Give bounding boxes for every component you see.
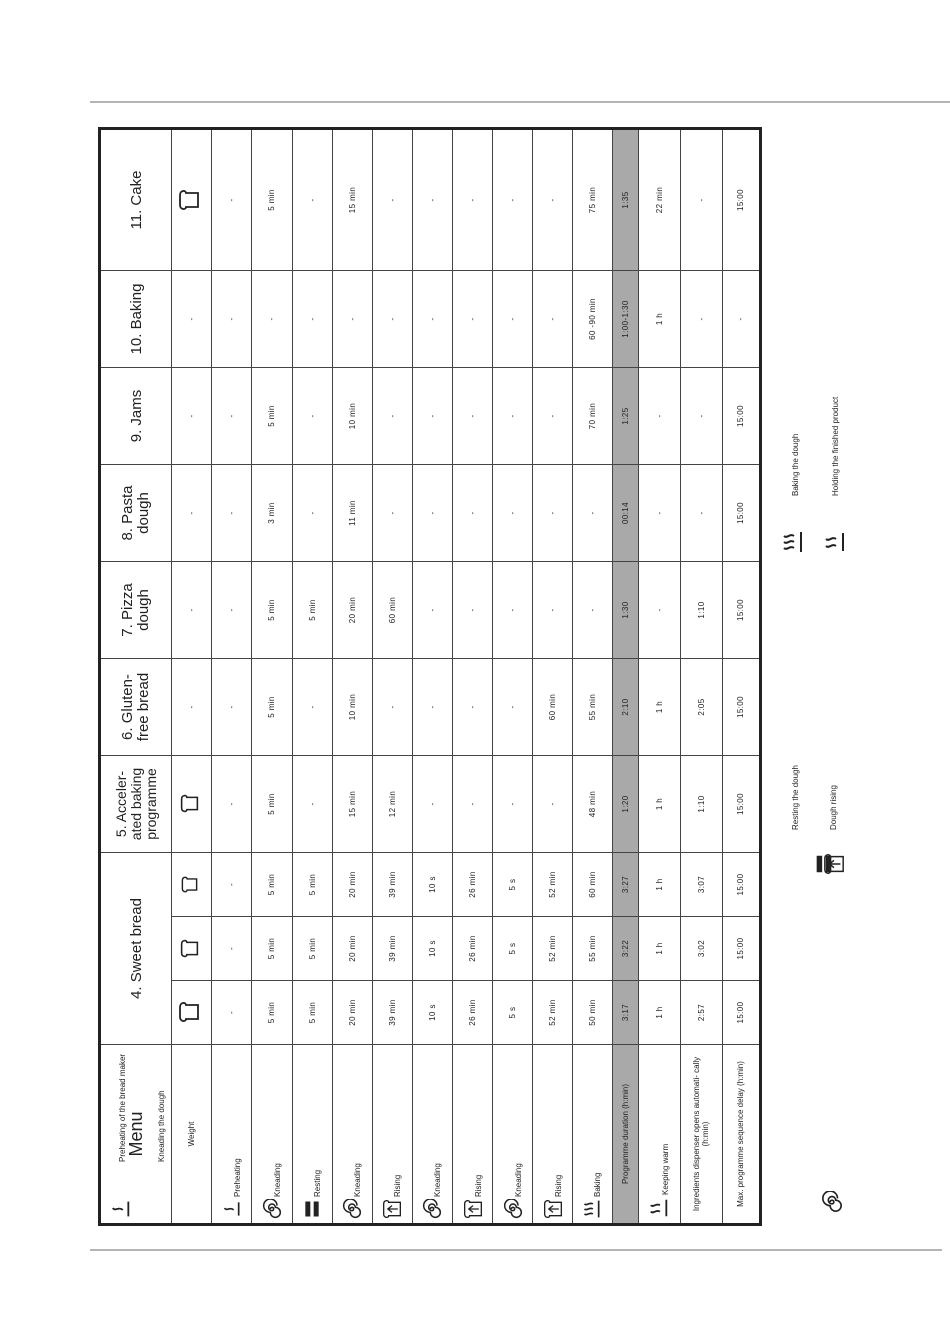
table-cell: 22 min [638, 129, 680, 271]
table-cell: 39 min [372, 981, 412, 1045]
table-cell: 10 min [332, 659, 372, 756]
table-cell: 1 h [638, 981, 680, 1045]
table-cell: - [680, 465, 722, 562]
table-cell: 15:00 [722, 756, 760, 853]
table-cell: 26 min [452, 917, 492, 981]
table-cell: 1:10 [680, 562, 722, 659]
kneading-icon [262, 1199, 282, 1219]
row-label-text: Keeping warm [661, 1143, 671, 1195]
table-cell: 60 min [573, 853, 612, 917]
table-row [292, 129, 332, 1225]
row-label-text: Rising [473, 1174, 483, 1197]
table-cell: - [292, 129, 332, 271]
legend-preheat: Preheating of the bread maker [118, 1053, 127, 1162]
table-cell: 1 h [638, 271, 680, 368]
table-cell: - [172, 368, 212, 465]
table-cell: 60 min [533, 659, 573, 756]
table-cell: - [573, 562, 612, 659]
table-row [412, 129, 452, 1225]
table-cell: 5 min [292, 917, 332, 981]
programme-table [98, 127, 762, 1226]
table-cell: - [452, 562, 492, 659]
row-label [722, 1045, 760, 1225]
table-cell: 15 min [332, 129, 372, 271]
table-row [452, 129, 492, 1225]
table-row [212, 129, 252, 1225]
table-cell: - [212, 853, 252, 917]
header-baking: 10. Baking [100, 271, 172, 368]
table-cell: 1:35 [612, 129, 638, 271]
bottom-rule [90, 1249, 942, 1251]
table-cell: 5 min [252, 853, 292, 917]
table-cell: 55 min [573, 659, 612, 756]
header-pasta: 8. Pasta dough [100, 465, 172, 562]
table-cell: - [493, 562, 533, 659]
row-label-text: Kneading [272, 1163, 282, 1197]
keep-warm-icon [648, 1197, 670, 1219]
table-cell: - [573, 465, 612, 562]
table-cell: 75 min [573, 129, 612, 271]
table-row [493, 129, 533, 1225]
row-label [292, 1045, 332, 1225]
table-cell: - [533, 465, 573, 562]
table-cell: - [638, 465, 680, 562]
table-cell: - [412, 659, 452, 756]
table-cell: 11 min [332, 465, 372, 562]
table-cell: 15:00 [722, 368, 760, 465]
table-row [533, 129, 573, 1225]
table-cell: - [212, 562, 252, 659]
table-cell: - [212, 368, 252, 465]
table-cell: 1:25 [612, 368, 638, 465]
row-label [372, 1045, 412, 1225]
row-label [612, 1045, 638, 1225]
header-accelerated: 5. Acceler- ated baking programme [100, 756, 172, 853]
weight-label: Weight [172, 1045, 212, 1225]
table-cell: 50 min [573, 981, 612, 1045]
table-cell: 26 min [452, 981, 492, 1045]
table-cell: - [212, 129, 252, 271]
table-cell: 5 min [252, 368, 292, 465]
table-cell: 15:00 [722, 917, 760, 981]
table-cell: 12 min [372, 756, 412, 853]
kneading-icon [503, 1199, 523, 1219]
row-label [638, 1045, 680, 1225]
row-label [533, 1045, 573, 1225]
table-cell: 52 min [533, 981, 573, 1045]
table-cell: 2:05 [680, 659, 722, 756]
table-cell: 48 min [573, 756, 612, 853]
table-cell: 00:14 [612, 465, 638, 562]
table-cell: 5 min [252, 917, 292, 981]
baking-icon [781, 530, 805, 554]
row-label [252, 1045, 292, 1225]
legend-kneading: Kneading the dough [157, 1090, 166, 1162]
header-sweet-bread: 4. Sweet bread [100, 853, 172, 1045]
table-cell: 2:10 [612, 659, 638, 756]
row-label [212, 1045, 252, 1225]
table-cell: - [452, 659, 492, 756]
table-cell: 3:27 [612, 853, 638, 917]
table-cell: 15 min [332, 756, 372, 853]
header-jams: 9. Jams [100, 368, 172, 465]
row-label-text: Kneading [513, 1163, 523, 1197]
programme-table-rotated [98, 130, 762, 1226]
table-cell: 20 min [332, 981, 372, 1045]
table-row [722, 129, 760, 1225]
table-cell: 1:00-1:30 [612, 271, 638, 368]
table-cell: 3:17 [612, 981, 638, 1045]
table-cell: - [452, 465, 492, 562]
legend-baking: Baking the dough [791, 433, 800, 496]
table-cell: 2:57 [680, 981, 722, 1045]
table-row [372, 129, 412, 1225]
table-cell: - [680, 129, 722, 271]
header-gluten-free: 6. Gluten- free bread [100, 659, 172, 756]
table-cell: - [292, 271, 332, 368]
table-cell: - [680, 271, 722, 368]
table-cell: - [533, 271, 573, 368]
top-rule [90, 101, 950, 103]
table-row [638, 129, 680, 1225]
table-cell: - [292, 756, 332, 853]
table-cell: - [493, 368, 533, 465]
table-cell: 10 s [412, 917, 452, 981]
table-cell: - [533, 368, 573, 465]
loaf-medium-icon [172, 917, 212, 981]
legend-holding: Holding the finished product [831, 396, 840, 496]
row-label [573, 1045, 612, 1225]
table-cell: 20 min [332, 917, 372, 981]
table-cell: 60 min [372, 562, 412, 659]
table-cell: 5 min [252, 129, 292, 271]
row-label-text: Preheating [232, 1158, 242, 1197]
table-cell: - [212, 756, 252, 853]
table-cell: - [372, 129, 412, 271]
table-cell: 5 min [292, 981, 332, 1045]
keep-warm-icon [823, 530, 847, 554]
table-cell: 39 min [372, 853, 412, 917]
table-cell: - [412, 129, 452, 271]
table-cell: 5 min [292, 853, 332, 917]
rising-icon [543, 1199, 563, 1219]
table-row [252, 129, 292, 1225]
table-cell: 52 min [533, 917, 573, 981]
table-cell: - [412, 756, 452, 853]
table-cell: 52 min [533, 853, 573, 917]
table-cell: 5 min [252, 756, 292, 853]
table-cell: - [533, 562, 573, 659]
row-label-text: Resting [313, 1169, 323, 1197]
resting-icon [813, 853, 835, 875]
table-cell: - [412, 562, 452, 659]
kneading-icon [422, 1199, 442, 1219]
table-cell: 3:07 [680, 853, 722, 917]
table-cell: - [172, 271, 212, 368]
table-cell: - [493, 659, 533, 756]
preheat-icon [222, 1199, 242, 1219]
resting-icon [302, 1199, 322, 1219]
table-cell: - [212, 659, 252, 756]
table-cell: - [212, 465, 252, 562]
table-cell: - [172, 562, 212, 659]
row-label-text: Rising [553, 1174, 563, 1197]
table-cell: - [372, 659, 412, 756]
table-row [573, 129, 612, 1225]
table-cell: - [533, 129, 573, 271]
table-cell: 20 min [332, 562, 372, 659]
table-cell: - [252, 271, 292, 368]
loaf-small-icon [172, 853, 212, 917]
header-menu: Menu [100, 1045, 172, 1225]
table-cell: 10 s [412, 981, 452, 1045]
rising-icon [382, 1199, 402, 1219]
table-cell: 15:00 [722, 562, 760, 659]
table-cell: - [452, 271, 492, 368]
row-label [332, 1045, 372, 1225]
row-label-text: Kneading [433, 1163, 443, 1197]
row-label-text: Baking [593, 1172, 603, 1197]
table-cell: - [722, 271, 760, 368]
table-row [680, 129, 722, 1225]
table-cell: 5 min [252, 981, 292, 1045]
table-cell: - [452, 368, 492, 465]
header-pizza: 7. Pizza dough [100, 562, 172, 659]
table-cell: - [292, 368, 332, 465]
kneading-icon [821, 1191, 843, 1213]
row-label-text: Rising [393, 1174, 403, 1197]
row-label [412, 1045, 452, 1225]
table-cell: - [452, 129, 492, 271]
table-cell: - [412, 465, 452, 562]
table-cell: 5 min [252, 659, 292, 756]
table-cell: - [212, 981, 252, 1045]
table-cell: 1 h [638, 659, 680, 756]
table-cell: - [493, 129, 533, 271]
table-cell: - [372, 465, 412, 562]
table-cell: 5 s [493, 853, 533, 917]
table-cell: 3:22 [612, 917, 638, 981]
baking-icon [582, 1199, 602, 1219]
table-cell: - [212, 271, 252, 368]
loaf-medium-icon [172, 756, 212, 853]
table-cell: 70 min [573, 368, 612, 465]
table-cell: - [493, 465, 533, 562]
table-cell: - [372, 271, 412, 368]
table-cell: 60 -90 min [573, 271, 612, 368]
table-cell: - [493, 756, 533, 853]
row-label [452, 1045, 492, 1225]
table-cell: 10 min [332, 368, 372, 465]
table-cell: 20 min [332, 853, 372, 917]
table-cell: 39 min [372, 917, 412, 981]
table-cell: - [172, 659, 212, 756]
table-cell: - [212, 917, 252, 981]
table-cell: 15:00 [722, 659, 760, 756]
table-cell: - [372, 368, 412, 465]
row-label [680, 1045, 722, 1225]
table-cell: - [638, 368, 680, 465]
header-cake: 11. Cake [100, 129, 172, 271]
table-cell: 26 min [452, 853, 492, 917]
loaf-large-icon [172, 129, 212, 271]
table-cell: 1:30 [612, 562, 638, 659]
table-cell: 10 s [412, 853, 452, 917]
table-cell: - [332, 271, 372, 368]
table-cell: - [412, 271, 452, 368]
table-cell: 5 s [493, 917, 533, 981]
row-label-text: Programme duration (h:min) [620, 1083, 630, 1185]
rising-icon [463, 1199, 483, 1219]
row-label-text: Ingredients dispenser opens automati- cally (h:min) [692, 1056, 711, 1212]
table-cell: 55 min [573, 917, 612, 981]
table-cell: - [172, 465, 212, 562]
table-cell: 5 s [493, 981, 533, 1045]
table-cell: - [638, 562, 680, 659]
legend-rising: Dough rising [829, 785, 838, 830]
table-cell: - [533, 756, 573, 853]
table-cell: 1:20 [612, 756, 638, 853]
table-row [332, 129, 372, 1225]
table-cell: 3:02 [680, 917, 722, 981]
row-label [493, 1045, 533, 1225]
table-cell: 1:10 [680, 756, 722, 853]
table-cell: 1 h [638, 917, 680, 981]
legend-resting: Resting the dough [791, 765, 800, 830]
table-cell: 1 h [638, 756, 680, 853]
rising-icon [823, 853, 845, 875]
table-cell: 5 min [252, 562, 292, 659]
table-cell: - [452, 756, 492, 853]
table-cell: 1 h [638, 853, 680, 917]
loaf-large-icon [172, 981, 212, 1045]
table-cell: 15:00 [722, 853, 760, 917]
table-cell: 15:00 [722, 129, 760, 271]
table-cell: - [292, 465, 332, 562]
kneading-icon [342, 1199, 362, 1219]
table-cell: 15:00 [722, 981, 760, 1045]
row-label-text: Max. programme sequence delay (h:min) [736, 1061, 746, 1207]
row-label-text: Kneading [353, 1163, 363, 1197]
table-cell: 5 min [292, 562, 332, 659]
table-cell: - [412, 368, 452, 465]
table-cell: - [493, 271, 533, 368]
table-row [612, 129, 638, 1225]
table-cell: - [680, 368, 722, 465]
table-cell: - [292, 659, 332, 756]
table-cell: 3 min [252, 465, 292, 562]
table-cell: 15:00 [722, 465, 760, 562]
